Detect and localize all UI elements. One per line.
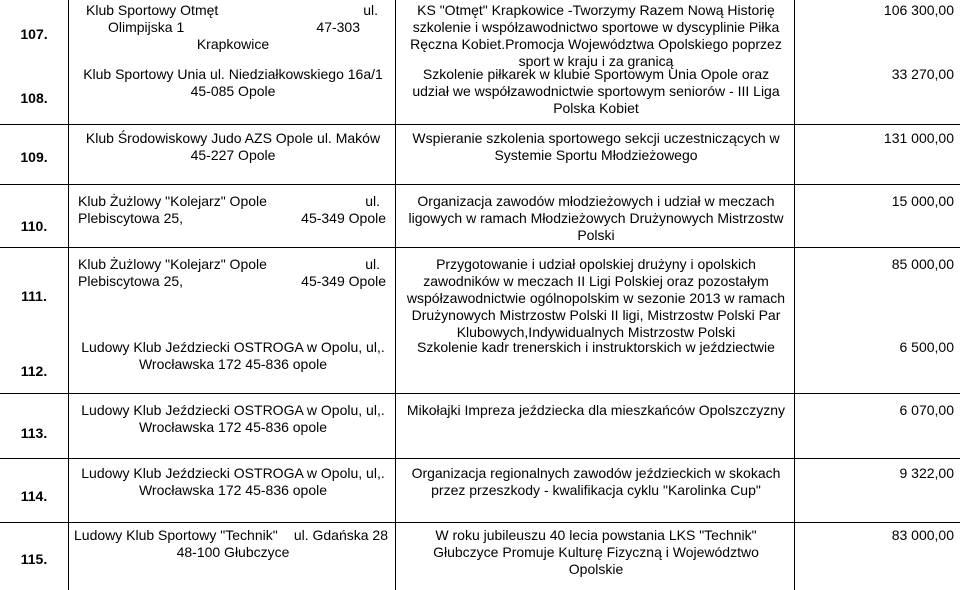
organization-cell: Ludowy Klub Jeździecki OSTROGA w Opolu, ul,. Wrocławska 172 45-836 opole <box>81 465 385 498</box>
grid-line <box>0 184 960 185</box>
amount-cell: 83 000,00 <box>891 527 954 543</box>
grid-line <box>0 124 960 125</box>
amount-cell: 131 000,00 <box>883 130 954 146</box>
amount-cell: 6 500,00 <box>899 339 954 355</box>
grid-line <box>0 247 960 248</box>
grid-line <box>0 458 960 459</box>
row-number: 115. <box>20 551 48 567</box>
description-cell: Organizacja regionalnych zawodów jeździeckich w skokach przez przeszkody - kwalifikacja cyklu "Karolinka Cup" <box>411 465 781 498</box>
row-number: 112. <box>20 363 48 379</box>
description-cell: KS "Otmęt" Krapkowice -Tworzymy Razem Nową Historię szkolenie i współzawodnictwo sportowe w dyscyplinie Piłka Ręczna Kobiet.Promocja Województwa Opolskiego poprzez sport w kraju i za granicą <box>410 2 782 69</box>
organization-cell: Klub Żużlowy "Kolejarz" Opole ul. Plebiscytowa 25, 45-349 Opole <box>78 256 386 289</box>
grid-line <box>0 393 960 394</box>
description-cell: Przygotowanie i udział opolskiej drużyny i opolskich zawodników w meczach II Ligi Polskiej oraz pozostałym współzawodnictwie ogólnopolskim w sezonie 2013 w ramach Drużynowych Mistrzostw Polski II ligi, Mistrzostw Polski Par Klubowych,Indywidualnych Mistrzostw Polski <box>406 256 786 340</box>
organization-cell: Ludowy Klub Sportowy "Technik" ul. Gdańska 28 48-100 Głubczyce <box>74 527 388 560</box>
grid-line <box>0 522 960 523</box>
grid-line <box>794 0 795 590</box>
row-number: 114. <box>20 488 48 504</box>
description-cell: Szkolenie piłkarek w klubie Sportowym Unia Opole oraz udział we współzawodnictwie sportowym seniorów - III Liga Polska Kobiet <box>412 66 780 116</box>
row-number: 107. <box>20 26 48 42</box>
organization-cell: Ludowy Klub Jeździecki OSTROGA w Opolu, ul,. Wrocławska 172 45-836 opole <box>81 339 385 372</box>
organization-cell: Ludowy Klub Jeździecki OSTROGA w Opolu, ul,. Wrocławska 172 45-836 opole <box>81 402 385 435</box>
amount-cell: 33 270,00 <box>891 66 954 82</box>
description-cell: W roku jubileuszu 40 lecia powstania LKS "Technik" Głubczyce Promuje Kulturę Fizyczną i Województwo Opolskie <box>433 527 759 577</box>
row-number: 108. <box>20 90 48 106</box>
description-cell: Organizacja zawodów młodzieżowych i udział w meczach ligowych w ramach Młodzieżowych Drużynowych Mistrzostw Polski <box>408 193 784 243</box>
grid-line <box>68 0 69 590</box>
amount-cell: 85 000,00 <box>891 256 954 272</box>
description-cell: Mikołajki Impreza jeździecka dla mieszkańców Opolszczyzny <box>406 402 786 418</box>
organization-cell: Klub Sportowy Unia ul. Niedziałkowskiego 16a/1 45-085 Opole <box>83 66 383 99</box>
row-number: 109. <box>20 149 48 165</box>
amount-cell: 6 070,00 <box>899 402 954 418</box>
organization-cell: Klub Środowiskowy Judo AZS Opole ul. Maków 45-227 Opole <box>85 130 381 163</box>
grid-line <box>395 0 396 590</box>
row-number: 113. <box>20 425 48 441</box>
description-cell: Wspieranie szkolenia sportowego sekcji uczestniczących w Systemie Sportu Młodzieżowego <box>412 130 780 163</box>
amount-cell: 106 300,00 <box>883 2 954 18</box>
row-number: 110. <box>20 218 48 234</box>
description-cell: Szkolenie kadr trenerskich i instruktorskich w jeździectwie <box>417 339 775 355</box>
row-number: 111. <box>21 288 47 304</box>
amount-cell: 15 000,00 <box>891 193 954 209</box>
organization-cell: Klub Sportowy Otmęt ul. Olimpijska 1 47-303 Krapkowice <box>86 2 378 52</box>
organization-cell: Klub Żużlowy "Kolejarz" Opole ul. Plebiscytowa 25, 45-349 Opole <box>78 193 386 226</box>
amount-cell: 9 322,00 <box>899 465 954 481</box>
